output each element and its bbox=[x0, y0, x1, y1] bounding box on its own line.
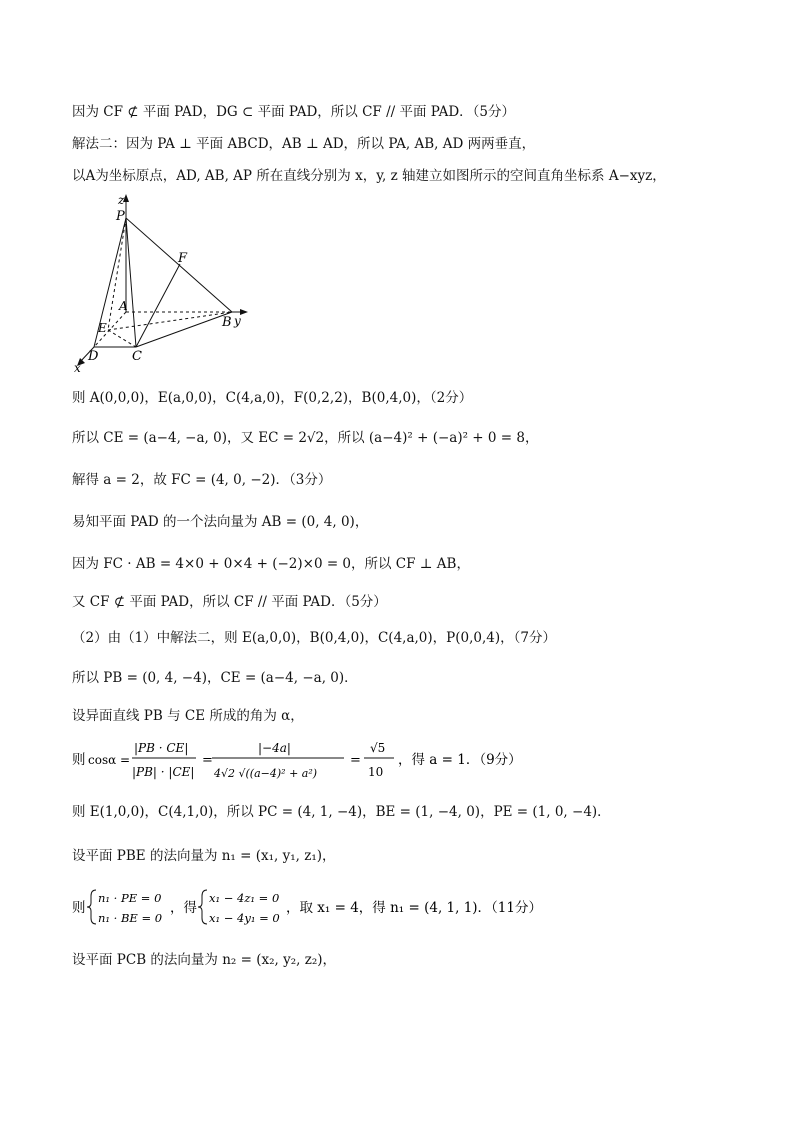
left-brace-1 bbox=[87, 890, 96, 924]
frac2-numerator: |−4a| bbox=[258, 741, 291, 755]
frac3-numerator: √5 bbox=[370, 741, 386, 755]
label-y: y bbox=[234, 314, 241, 328]
sys-mid: ，得 bbox=[170, 900, 197, 916]
system-equations bbox=[72, 884, 592, 930]
text-line-15: 设平面 PCB 的法向量为 n₂ = (x₂, y₂, z₂)， bbox=[72, 952, 336, 968]
sys-suffix: ，取 x₁ = 4，得 n₁ = (4, 1, 1)．（11分） bbox=[286, 900, 542, 916]
pyramid-figure bbox=[72, 192, 262, 374]
frac2-denominator: 4√2 √((a−4)² + a²) bbox=[214, 767, 318, 780]
edge-EB bbox=[108, 312, 232, 330]
sys1-row2: n₁ · BE = 0 bbox=[98, 911, 163, 925]
text-line-3: 以A为坐标原点，AD, AB, AP 所在直线分别为 x，y, z 轴建立如图所示的空间直角坐标系 A−xyz， bbox=[72, 168, 666, 184]
cos-suffix: ，得 a = 1．（9分） bbox=[398, 752, 522, 768]
cos-formula-line bbox=[72, 734, 592, 786]
text-line-13: 则 E(1,0,0)，C(4,1,0)，所以 PC = (4, 1, −4)，BE = (1, −4, 0)，PE = (1, 0, −4)． bbox=[72, 804, 611, 820]
frac1-denominator: |PB| · |CE| bbox=[132, 765, 195, 779]
frac3-denominator: 10 bbox=[368, 765, 384, 779]
text-line-1: 因为 CF ⊄ 平面 PAD，DG ⊂ 平面 PAD，所以 CF // 平面 PAD．（5分） bbox=[72, 104, 516, 120]
text-line-8: 因为 FC · AB = 4×0 + 0×4 + (−2)×0 = 0，所以 CF ⊥ AB， bbox=[72, 556, 470, 572]
sys1-row1: n₁ · PE = 0 bbox=[98, 891, 162, 905]
eq1: = bbox=[202, 753, 213, 768]
cos-prefix: 则 bbox=[72, 752, 86, 768]
text-line-14: 设平面 PBE 的法向量为 n₁ = (x₁, y₁, z₁)， bbox=[72, 848, 336, 864]
frac1-numerator: |PB · CE| bbox=[134, 741, 189, 755]
eq2: = bbox=[350, 753, 361, 768]
label-z: z bbox=[118, 193, 125, 207]
label-E: E bbox=[98, 321, 107, 335]
cos-lhs: cosα = bbox=[88, 753, 131, 767]
label-x: x bbox=[74, 361, 81, 374]
system-equations-line bbox=[72, 884, 592, 930]
text-line-2: 解法二：因为 PA ⊥ 平面 ABCD，AB ⊥ AD，所以 PA, AB, AD 两两垂直， bbox=[72, 136, 536, 152]
edge-CB bbox=[136, 312, 232, 347]
label-D: D bbox=[88, 349, 99, 364]
edge-PE bbox=[108, 218, 126, 330]
left-brace-2 bbox=[198, 890, 207, 924]
label-F: F bbox=[178, 251, 188, 266]
edge-EC bbox=[108, 330, 136, 347]
label-A: A bbox=[119, 299, 128, 313]
text-line-5: 所以 CE = (a−4, −a, 0)，又 EC = 2√2，所以 (a−4)² + (−a)² + 0 = 8， bbox=[72, 430, 539, 446]
cos-formula bbox=[72, 734, 592, 786]
text-line-7: 易知平面 PAD 的一个法向量为 AB = (0, 4, 0)， bbox=[72, 514, 369, 530]
edge-CF bbox=[136, 264, 180, 347]
sys2-row2: x₁ − 4y₁ = 0 bbox=[209, 911, 280, 925]
y-axis-arrow bbox=[240, 309, 248, 315]
label-P: P bbox=[116, 209, 125, 224]
text-line-10: （2）由（1）中解法二，则 E(a,0,0)，B(0,4,0)，C(4,a,0)，P(0,0,4)，（7分） bbox=[72, 630, 556, 646]
text-line-9: 又 CF ⊄ 平面 PAD，所以 CF // 平面 PAD．（5分） bbox=[72, 594, 387, 610]
sys2-row1: x₁ − 4z₁ = 0 bbox=[209, 891, 280, 905]
label-C: C bbox=[132, 349, 142, 364]
sys-prefix: 则 bbox=[72, 900, 86, 916]
text-line-11: 所以 PB = (0, 4, −4)，CE = (a−4, −a, 0)． bbox=[72, 670, 358, 686]
text-line-6: 解得 a = 2，故 FC = (4, 0, −2)．（3分） bbox=[72, 472, 332, 488]
label-B: B bbox=[222, 315, 232, 330]
text-line-4: 则 A(0,0,0)，E(a,0,0)，C(4,a,0)，F(0,2,2)，B(0,4,0)，（2分） bbox=[72, 390, 473, 406]
text-line-12: 设异面直线 PB 与 CE 所成的角为 α， bbox=[72, 708, 304, 724]
